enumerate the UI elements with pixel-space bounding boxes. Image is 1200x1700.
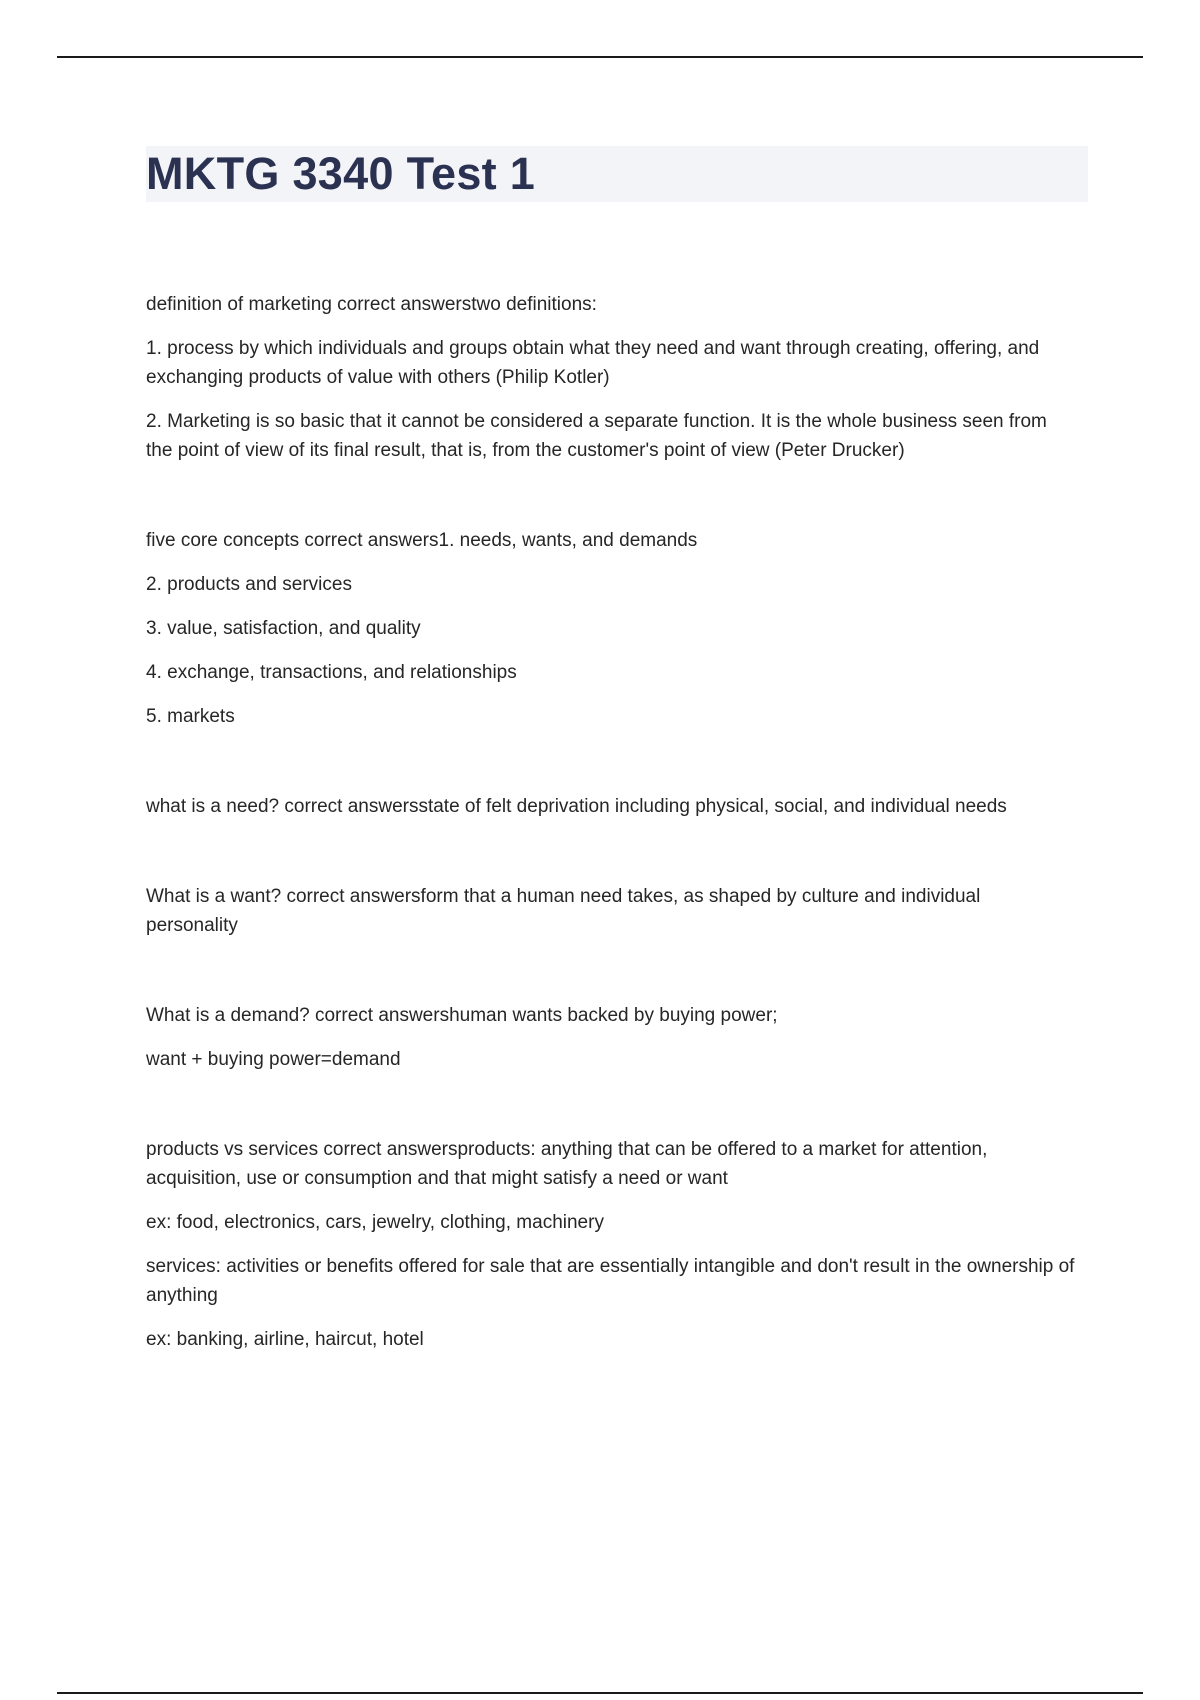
entry-line: services: activities or benefits offered for sale that are essentially intangible and don't result in the ownership of anything [146, 1256, 1075, 1306]
entry-line: What is a want? correct answersform that a human need takes, as shaped by culture and individual personality [146, 886, 981, 936]
entry-line: products vs services correct answersproducts: anything that can be offered to a market for attention, acquisition, use or consumption and that might satisfy a need or want [146, 1139, 988, 1189]
top-rule [57, 56, 1143, 58]
document-body [146, 290, 1076, 1354]
entry-line: ex: banking, airline, haircut, hotel [146, 1329, 424, 1350]
entry-line: five core concepts correct answers1. needs, wants, and demands [146, 530, 698, 551]
qa-entry-want [146, 882, 1076, 940]
entry-line: 2. products and services [146, 574, 352, 595]
entry-line: 4. exchange, transactions, and relationships [146, 662, 517, 683]
entry-line: 3. value, satisfaction, and quality [146, 618, 421, 639]
entry-line: want + buying power=demand [146, 1049, 401, 1070]
entry-line: 5. markets [146, 706, 235, 727]
qa-entry-need [146, 792, 1076, 821]
qa-entry-demand [146, 1001, 1076, 1074]
entry-line: What is a demand? correct answershuman wants backed by buying power; [146, 1005, 778, 1026]
page-title: MKTG 3340 Test 1 [146, 148, 536, 199]
entry-line: ex: food, electronics, cars, jewelry, clothing, machinery [146, 1212, 604, 1233]
entry-line: 2. Marketing is so basic that it cannot be considered a separate function. It is the whole business seen from the point of view of its final result, that is, from the customer's point of view (Peter Drucker) [146, 411, 1047, 461]
entry-line: what is a need? correct answersstate of felt deprivation including physical, social, and individual needs [146, 796, 1007, 817]
entry-line: definition of marketing correct answerstwo definitions: [146, 294, 597, 315]
entry-line: 1. process by which individuals and groups obtain what they need and want through creating, offering, and exchanging products of value with others (Philip Kotler) [146, 338, 1040, 388]
qa-entry-marketing-definition [146, 290, 1076, 465]
qa-entry-core-concepts [146, 526, 1076, 731]
qa-entry-products-vs-services [146, 1135, 1076, 1354]
bottom-rule [57, 1692, 1143, 1694]
